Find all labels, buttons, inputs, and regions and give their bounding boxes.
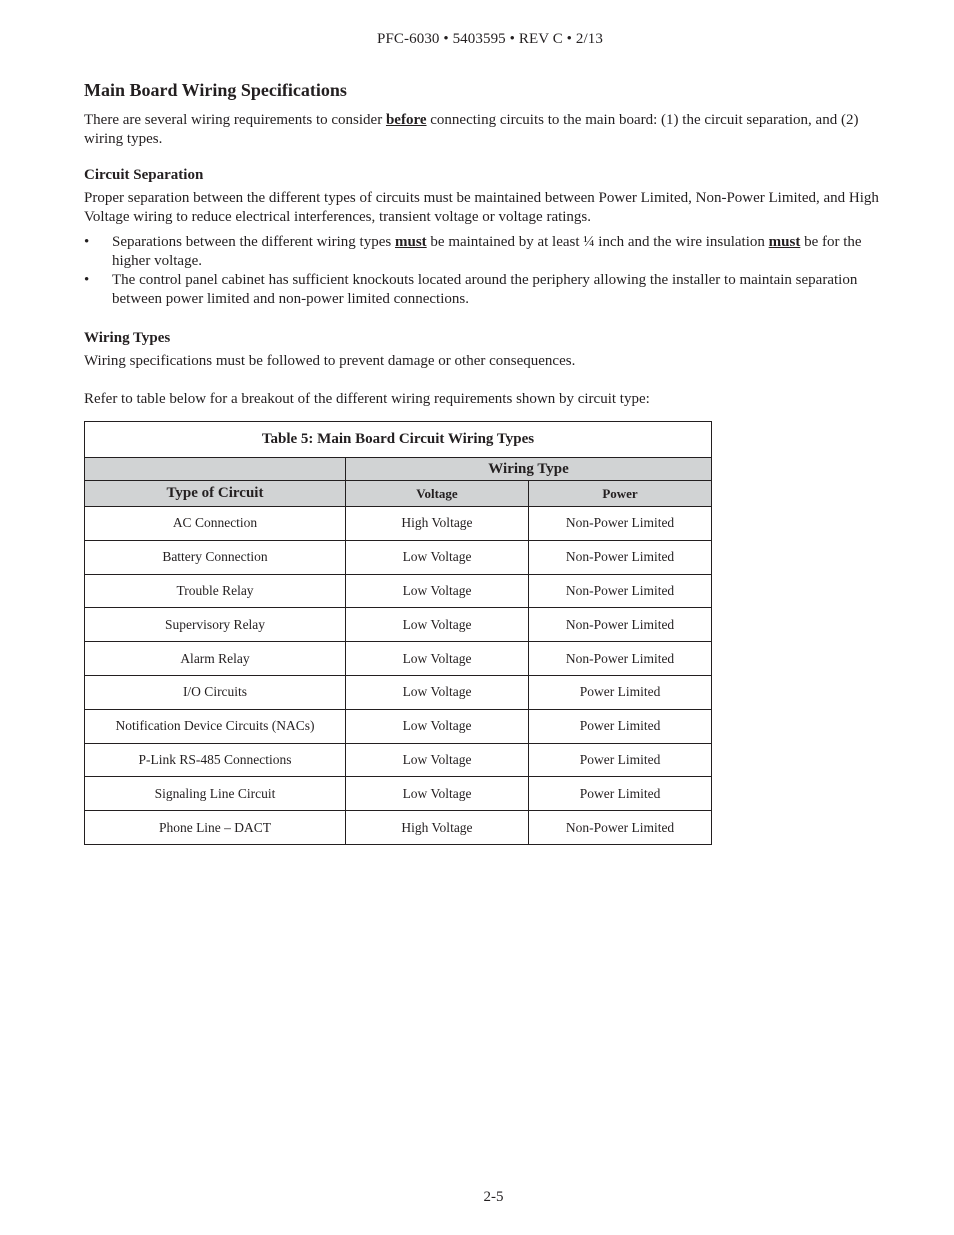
- circuit-cell: Battery Connection: [85, 540, 346, 574]
- circuit-cell: I/O Circuits: [85, 675, 346, 709]
- power-cell: Power Limited: [529, 675, 712, 709]
- circuit-cell: Trouble Relay: [85, 574, 346, 608]
- circuit-separation-heading: Circuit Separation: [84, 167, 204, 183]
- bullet-icon: •: [84, 234, 90, 250]
- bullet-icon: •: [84, 272, 90, 288]
- column-header-type-of-circuit: Type of Circuit: [85, 481, 346, 507]
- power-cell: Power Limited: [529, 777, 712, 811]
- table-row: [85, 574, 712, 608]
- power-cell: Non-Power Limited: [529, 507, 712, 541]
- intro-text-post: connecting circuits to the main board: (1) the circuit separation, and (2) wiring types.: [84, 112, 859, 147]
- bullet-item-separation: [84, 233, 900, 271]
- table-row: [85, 608, 712, 642]
- bullet-item-knockouts: [84, 271, 900, 309]
- voltage-cell: Low Voltage: [346, 709, 529, 743]
- bullet-emphasis: must: [768, 234, 801, 250]
- circuit-cell: AC Connection: [85, 507, 346, 541]
- table-caption: Table 5: Main Board Circuit Wiring Types: [85, 422, 712, 458]
- table-row: [85, 777, 712, 811]
- column-header-power: Power: [529, 481, 712, 507]
- table-row: [85, 743, 712, 777]
- voltage-cell: Low Voltage: [346, 574, 529, 608]
- wiring-types-table: [84, 421, 712, 845]
- bullet-text: be for the higher voltage.: [112, 234, 862, 269]
- intro-text-pre: There are several wiring requirements to consider: [84, 112, 386, 128]
- voltage-cell: High Voltage: [346, 811, 529, 845]
- separation-bullet-list: [84, 233, 900, 309]
- circuit-cell: P-Link RS-485 Connections: [85, 743, 346, 777]
- intro-emphasis: before: [385, 112, 427, 128]
- voltage-cell: Low Voltage: [346, 608, 529, 642]
- wiring-type-group-header: Wiring Type: [346, 458, 712, 481]
- power-cell: Non-Power Limited: [529, 540, 712, 574]
- voltage-cell: Low Voltage: [346, 743, 529, 777]
- circuit-cell: Alarm Relay: [85, 642, 346, 676]
- table-row: [85, 540, 712, 574]
- power-cell: Non-Power Limited: [529, 608, 712, 642]
- column-header-voltage: Voltage: [346, 481, 529, 507]
- wiring-types-paragraph: Wiring specifications must be followed to prevent damage or other consequences.: [84, 353, 576, 369]
- power-cell: Non-Power Limited: [529, 811, 712, 845]
- bullet-emphasis: must: [394, 234, 427, 250]
- table-row: [85, 642, 712, 676]
- circuit-cell: Signaling Line Circuit: [85, 777, 346, 811]
- header-blank-cell: [85, 458, 346, 481]
- bullet-text: Separations between the different wiring types: [112, 234, 395, 250]
- bullet-text: The control panel cabinet has sufficient knockouts located around the periphery allowing the installer to maintain separation between power limited and non-power limited connections.: [112, 272, 858, 307]
- circuit-separation-paragraph: Proper separation between the different types of circuits must be maintained between Power Limited, Non-Power Limited, and High Voltage wiring to reduce electrical interferences, transient voltage or voltage ratings.: [84, 190, 879, 225]
- table-row: [85, 709, 712, 743]
- wiring-types-heading: Wiring Types: [84, 330, 171, 346]
- table-row: [85, 507, 712, 541]
- page-number: 2-5: [483, 1189, 504, 1205]
- power-cell: Non-Power Limited: [529, 574, 712, 608]
- voltage-cell: Low Voltage: [346, 777, 529, 811]
- voltage-cell: High Voltage: [346, 507, 529, 541]
- power-cell: Power Limited: [529, 709, 712, 743]
- circuit-cell: Phone Line – DACT: [85, 811, 346, 845]
- table-reference-paragraph: Refer to table below for a breakout of the different wiring requirements shown by circuit type:: [84, 391, 650, 407]
- table-row: [85, 811, 712, 845]
- page-header: PFC-6030 • 5403595 • REV C • 2/13: [377, 31, 603, 47]
- circuit-cell: Supervisory Relay: [85, 608, 346, 642]
- power-cell: Non-Power Limited: [529, 642, 712, 676]
- main-content: [84, 79, 900, 845]
- voltage-cell: Low Voltage: [346, 642, 529, 676]
- bullet-text: be maintained by at least ¼ inch and the wire insulation: [426, 234, 769, 250]
- power-cell: Power Limited: [529, 743, 712, 777]
- voltage-cell: Low Voltage: [346, 675, 529, 709]
- intro-paragraph: [84, 111, 900, 149]
- section-title: Main Board Wiring Specifications: [84, 80, 347, 100]
- circuit-cell: Notification Device Circuits (NACs): [85, 709, 346, 743]
- voltage-cell: Low Voltage: [346, 540, 529, 574]
- table-row: [85, 675, 712, 709]
